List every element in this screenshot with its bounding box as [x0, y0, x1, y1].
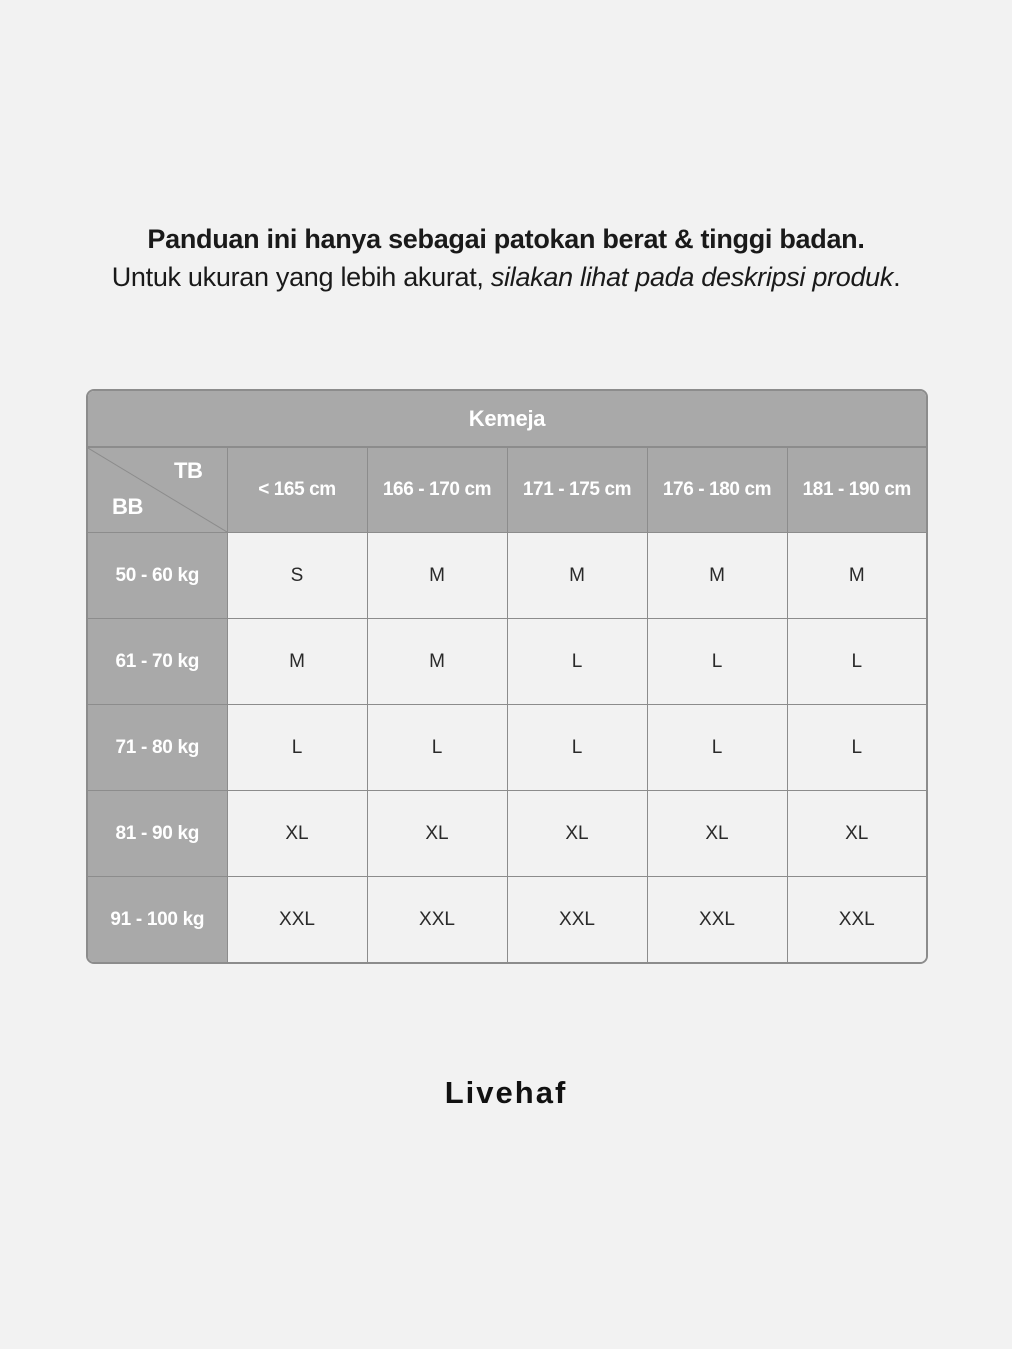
height-axis-label: TB — [173, 458, 203, 483]
corner-cell — [88, 448, 227, 533]
size-cell: XL — [227, 791, 367, 877]
weight-row-header: 71 - 80 kg — [88, 705, 227, 791]
intro-subheading-plain: Untuk ukuran yang lebih akurat, — [111, 262, 491, 292]
size-cell: XL — [507, 791, 647, 877]
table-row — [88, 705, 926, 791]
table-row — [88, 877, 926, 963]
size-cell: M — [787, 533, 926, 619]
height-column-header: 171 - 175 cm — [507, 448, 647, 533]
height-column-header: < 165 cm — [227, 448, 367, 533]
corner-diagonal — [88, 448, 227, 532]
intro-subheading — [0, 258, 1012, 296]
size-cell: S — [227, 533, 367, 619]
size-cell: M — [227, 619, 367, 705]
brand-wordmark: Livehaf — [444, 1075, 568, 1110]
height-column-header: 181 - 190 cm — [787, 448, 926, 533]
size-cell: L — [787, 705, 926, 791]
intro-subheading-end: . — [893, 262, 901, 292]
size-cell: L — [647, 705, 787, 791]
size-cell: XXL — [507, 877, 647, 963]
size-chart-table — [86, 389, 928, 964]
size-cell: L — [507, 619, 647, 705]
table-row — [88, 791, 926, 877]
size-grid — [88, 448, 926, 962]
size-cell: L — [787, 619, 926, 705]
intro-subheading-italic: silakan lihat pada deskripsi produk — [490, 262, 894, 292]
size-cell: XXL — [367, 877, 507, 963]
table-title: Kemeja — [88, 391, 926, 448]
height-column-header: 166 - 170 cm — [367, 448, 507, 533]
weight-row-header: 50 - 60 kg — [88, 533, 227, 619]
height-column-header: 176 - 180 cm — [647, 448, 787, 533]
size-cell: M — [647, 533, 787, 619]
size-cell: XL — [647, 791, 787, 877]
size-cell: M — [367, 533, 507, 619]
weight-row-header: 91 - 100 kg — [88, 877, 227, 963]
size-cell: M — [367, 619, 507, 705]
brand-logo — [0, 1075, 1012, 1111]
size-cell: XXL — [227, 877, 367, 963]
size-guide-intro — [0, 220, 1012, 296]
table-row — [88, 533, 926, 619]
height-header-row — [88, 448, 926, 533]
table-row — [88, 619, 926, 705]
size-cell: L — [507, 705, 647, 791]
size-cell: XL — [367, 791, 507, 877]
weight-axis-label: BB — [112, 494, 143, 519]
size-cell: L — [367, 705, 507, 791]
size-cell: XL — [787, 791, 926, 877]
size-cell: L — [647, 619, 787, 705]
size-cell: L — [227, 705, 367, 791]
size-cell: M — [507, 533, 647, 619]
size-cell: XXL — [787, 877, 926, 963]
weight-row-header: 81 - 90 kg — [88, 791, 227, 877]
size-cell: XXL — [647, 877, 787, 963]
weight-row-header: 61 - 70 kg — [88, 619, 227, 705]
intro-heading: Panduan ini hanya sebagai patokan berat & tinggi badan. — [147, 224, 865, 254]
